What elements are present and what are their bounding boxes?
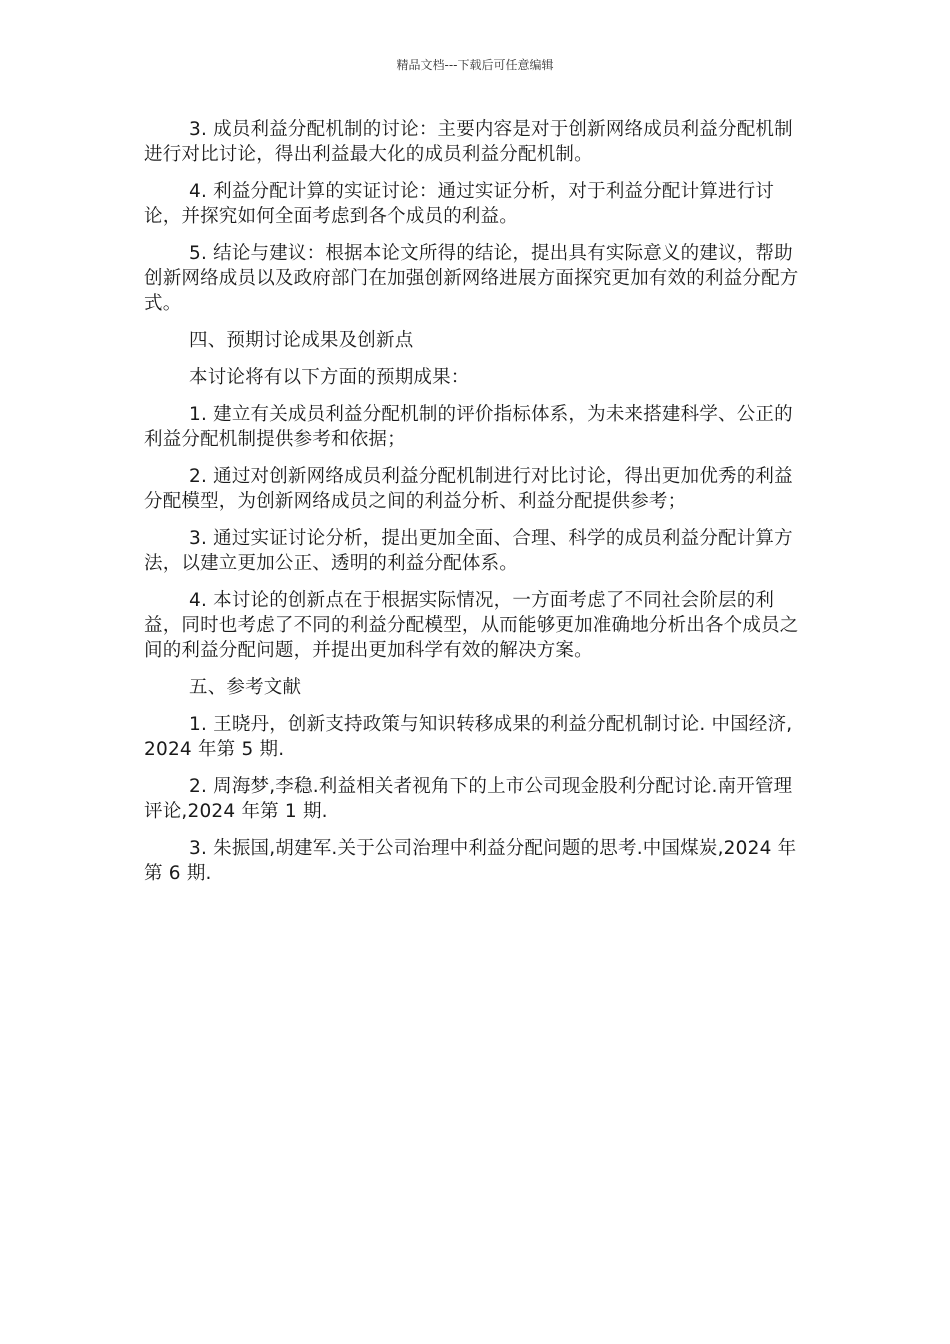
reference-item-2: 2. 周海梦,李稳.利益相关者视角下的上市公司现金股利分配讨论.南开管理评论,2024 年第 1 期. bbox=[144, 776, 793, 822]
paragraph-result-item-2: 2. 通过对创新网络成员利益分配机制进行对比讨论，得出更加优秀的利益分配模型，为创新网络成员之间的利益分析、利益分配提供参考； bbox=[144, 466, 793, 512]
document-body bbox=[144, 117, 800, 898]
section-heading-expected-results: 四、预期讨论成果及创新点 bbox=[189, 330, 414, 351]
paragraph-research-item-3: 3. 成员利益分配机制的讨论：主要内容是对于创新网络成员利益分配机制进行对比讨论，得出利益最大化的成员利益分配机制。 bbox=[144, 119, 793, 165]
paragraph-result-item-4: 4. 本讨论的创新点在于根据实际情况，一方面考虑了不同社会阶层的利益，同时也考虑了不同的利益分配模型，从而能够更加准确地分析出各个成员之间的利益分配问题，并提出更加科学有效的解决方案。 bbox=[144, 590, 799, 661]
reference-item-3: 3. 朱振国,胡建军.关于公司治理中利益分配问题的思考.中国煤炭,2024 年第 6 期. bbox=[144, 838, 797, 884]
paragraph-expected-results-intro: 本讨论将有以下方面的预期成果： bbox=[189, 367, 470, 388]
page-header: 精品文档---下载后可任意编辑 bbox=[396, 58, 554, 72]
paragraph-research-item-4: 4. 利益分配计算的实证讨论：通过实证分析，对于利益分配计算进行讨论，并探究如何全面考虑到各个成员的利益。 bbox=[144, 181, 775, 227]
section-heading-references: 五、参考文献 bbox=[189, 677, 302, 698]
paragraph-research-item-5: 5. 结论与建议：根据本论文所得的结论，提出具有实际意义的建议，帮助创新网络成员以及政府部门在加强创新网络进展方面探究更加有效的利益分配方式。 bbox=[144, 243, 799, 314]
paragraph-result-item-3: 3. 通过实证讨论分析，提出更加全面、合理、科学的成员利益分配计算方法，以建立更加公正、透明的利益分配体系。 bbox=[144, 528, 793, 574]
reference-item-1: 1. 王晓丹，创新支持政策与知识转移成果的利益分配机制讨论. 中国经济,2024 年第 5 期. bbox=[144, 714, 793, 760]
paragraph-result-item-1: 1. 建立有关成员利益分配机制的评价指标体系，为未来搭建科学、公正的利益分配机制提供参考和依据； bbox=[144, 404, 793, 450]
